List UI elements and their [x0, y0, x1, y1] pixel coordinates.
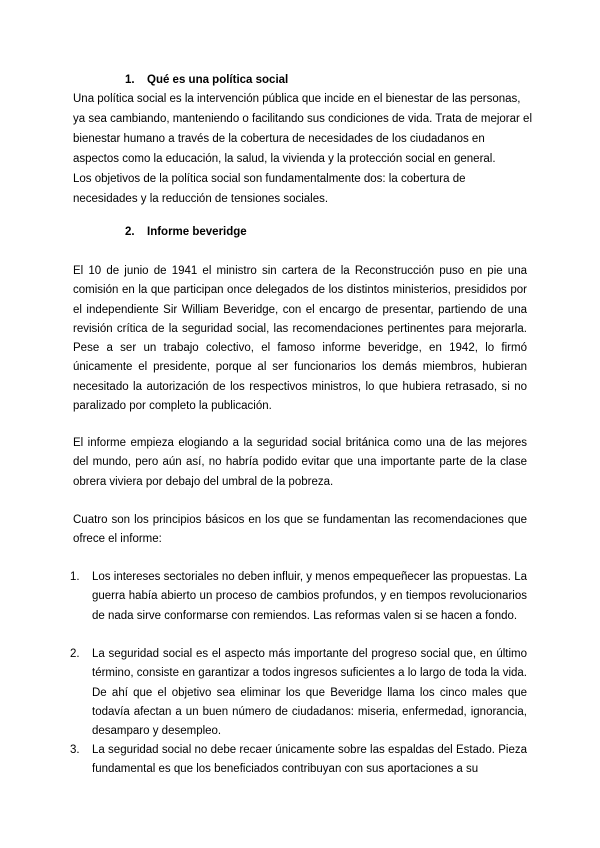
list-item-2-text: La seguridad social es el aspecto más importante del progreso social que, en último término, consiste en garantizar a todos ingresos suficientes a lo largo de toda la vida. De ahí que el objetivo sea eliminar los que Beveridge llama los cinco males que todavía afectan a un buen número de ciudadanos: miseria, enfermedad, ignorancia, desamparo y desempleo.: [92, 648, 527, 738]
section-2-number: 2.: [125, 226, 135, 238]
section-2-title: Informe beveridge: [147, 226, 247, 238]
section-2-paragraph-3: Cuatro son los principios básicos en los que se fundamentan las recomendaciones que ofrece el informe:: [73, 514, 527, 546]
list-item-3-text: La seguridad social no debe recaer únicamente sobre las espaldas del Estado. Pieza fundamental es que los beneficiados contribuyan con sus aportaciones a su: [92, 744, 527, 776]
principle-list-item-1: [70, 568, 527, 626]
section-2-paragraph-2: El informe empieza elogiando a la seguridad social británica como una de las mejores del mundo, pero aún así, no habría podido evitar que una importante parte de la clase obrera viviera por debajo del umbral de la pobreza.: [73, 437, 527, 488]
section-1-title: Qué es una política social: [147, 74, 289, 86]
section-1-paragraph-2: Los objetivos de la política social son fundamentalmente dos: la cobertura de necesidades y la reducción de tensiones sociales.: [73, 173, 466, 205]
list-marker-3: 3.: [70, 744, 80, 756]
list-item-1-text: Los intereses sectoriales no deben influir, y menos empequeñecer las propuestas. La guerra había abierto un proceso de cambios profundos, y en tiempos revolucionarios de nada sirve conformarse con remiendos. Las reformas valen si se hacen a fondo.: [92, 571, 527, 622]
list-marker-1: 1.: [70, 571, 80, 583]
section-2-heading: [125, 222, 247, 242]
principle-list-item-2: [70, 645, 527, 741]
list-marker-2: 2.: [70, 648, 80, 660]
section-1-paragraph-1: Una política social es la intervención pública que incide en el bienestar de las personas, ya sea cambiando, manteniendo o facilitando sus condiciones de vida. Trata de mejorar el bienestar humano a través de la cobertura de necesidades de los ciudadanos en aspectos como la educación, la salud, la vivienda y la protección social en general.: [73, 93, 532, 165]
section-2-paragraph-1: El 10 de junio de 1941 el ministro sin cartera de la Reconstrucción puso en pie una comisión en la que participan once delegados de los distintos ministerios, presididos por el independiente Sir William Beveridge, con el encargo de presentar, partiendo de una revisión crítica de la seguridad social, las recomendaciones pertinentes para mejorarla. Pese a ser un trabajo colectivo, el famoso informe beveridge, en 1942, lo firmó únicamente el presidente, porque al ser funcionarios los demás miembros, hubieran necesitado la autorización de los respectivos ministros, lo que hubiera retrasado, si no paralizado por completo la publicación.: [73, 265, 527, 413]
principle-list-item-3: [70, 741, 527, 780]
section-1-heading: [125, 70, 288, 90]
section-1-number: 1.: [125, 74, 135, 86]
